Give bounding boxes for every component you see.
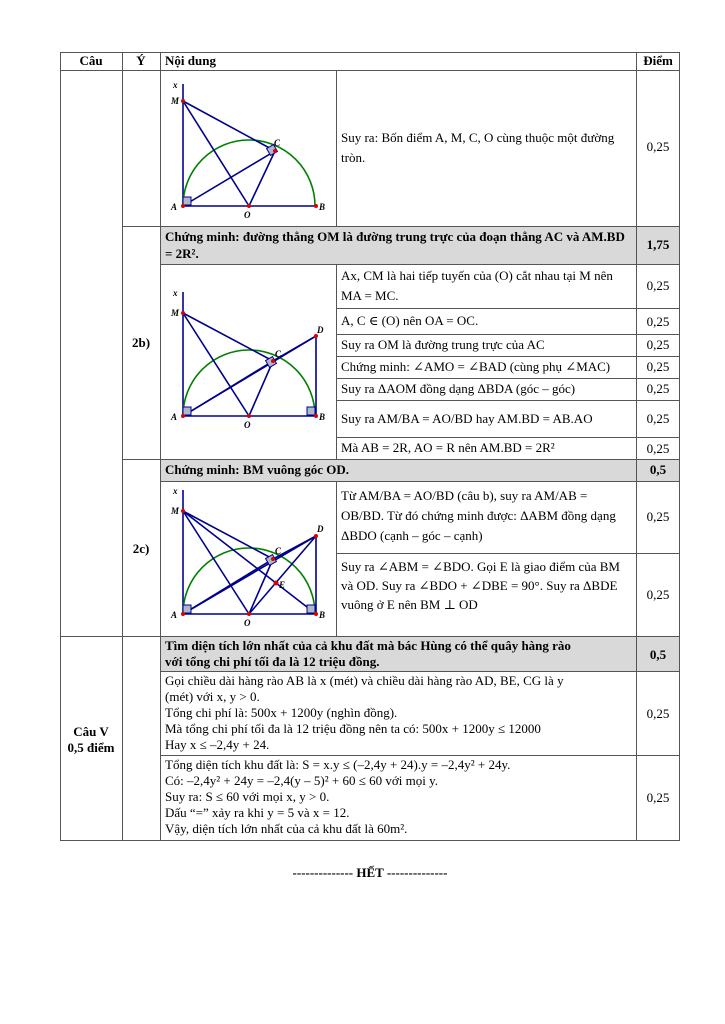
cau-v-block2-line2: Có: –2,4y² + 24y = –2,4(y – 5)² + 60 ≤ 60 với mọi y. [165,773,438,788]
cau-v-block1-line1: Gọi chiều dài hàng rào AB là x (mét) và chiều dài hàng rào AD, BE, CG là y [165,673,564,688]
cau-v-block1-score: 0,25 [646,706,670,721]
label-B: B [319,202,326,212]
label-M: M [171,96,180,106]
part-2b-heading-score: 1,75 [646,237,670,252]
part-2b-step-5: Suy ra ΔAOM đồng dạng ΔBDA (góc – góc) [341,381,576,396]
cau-v-block2-score: 0,25 [646,790,670,805]
part-2b-step-7: Mà AB = 2R, AO = R nên AM.BD = 2R² [341,440,555,455]
label-E: E [279,580,286,590]
part-2b-step-4: Chứng minh: ∠AMO = ∠BAD (cùng phụ ∠MAC) [341,359,611,374]
part-2b-label: 2b) [131,335,151,350]
cau-v-points: 0,5 điểm [67,740,115,755]
part-2b-step-4-score: 0,25 [646,359,670,374]
label-A: A [171,610,178,620]
part-2c-step-1-score: 0,25 [646,509,670,524]
geometry-figure-1 [164,76,334,222]
header-cau: Câu [79,53,103,68]
part-2b-step-6: Suy ra AM/BA = AO/BD hay AM.BD = AB.AO [341,411,593,426]
label-B: B [319,610,326,620]
part-2b-step-6-score: 0,25 [646,411,670,426]
part-2c-heading-score: 0,5 [649,462,667,477]
part-2b-step-1: Ax, CM là hai tiếp tuyến của (O) cắt nhau tại M nên MA = MC. [341,268,613,303]
part-2b-step-5-score: 0,25 [646,381,670,396]
part-2b-step-1-score: 0,25 [646,278,670,293]
label-B: B [319,412,326,422]
cau-v-block1-line5: Hay x ≤ –2,4y + 24. [165,737,270,752]
cau-v-heading-line2: với tổng chi phí tối đa là 12 triệu đồng. [165,654,380,669]
end-marker: -------------- HẾT -------------- [292,865,448,880]
row-a-score: 0,25 [646,139,670,154]
cau-v-heading-score: 0,5 [649,647,667,662]
label-x: x [173,486,178,496]
part-2c-step-1: Từ AM/BA = AO/BD (câu b), suy ra AM/AB = OB/BD. Từ đó chứng minh được: ΔABM đồng dạng ΔBDO (cạnh – góc – cạnh) [341,488,616,543]
cau-v-block2-line3: Suy ra: S ≤ 60 với mọi x, y > 0. [165,789,330,804]
label-O: O [244,618,251,628]
cau-v-heading-line1: Tìm diện tích lớn nhất của cả khu đất mà bác Hùng có thể quây hàng rào [165,638,571,653]
label-x: x [173,288,178,298]
label-O: O [244,420,251,430]
label-M: M [171,506,180,516]
part-2b-step-3-score: 0,25 [646,337,670,352]
label-D: D [317,524,324,534]
part-2b-heading: Chứng minh: đường thẳng OM là đường trung trực của đoạn thẳng AC và AM.BD = 2R². [165,229,625,261]
part-2c-label: 2c) [132,541,150,556]
label-A: A [171,202,178,212]
part-2b-step-2-score: 0,25 [646,314,670,329]
part-2b-step-3: Suy ra OM là đường trung trực của AC [341,337,545,352]
label-M: M [171,308,180,318]
label-D: D [317,325,324,335]
cau-v-block1-line2: (mét) với x, y > 0. [165,689,260,704]
cau-v-block2-line5: Vậy, diện tích lớn nhất của cả khu đất là 60m². [165,821,408,836]
label-A: A [171,412,178,422]
header-diem: Điểm [643,53,673,68]
geometry-figure-2 [164,286,334,436]
label-O: O [244,210,251,220]
header-noi-dung: Nội dung [165,53,216,68]
part-2b-step-2: A, C ∈ (O) nên OA = OC. [341,313,479,328]
part-2c-heading: Chứng minh: BM vuông góc OD. [165,462,350,477]
part-2b-step-7-score: 0,25 [646,441,670,456]
cau-v-block2-line1: Tổng diện tích khu đất là: S = x.y ≤ (–2,4y + 24).y = –2,4y² + 24y. [165,757,511,772]
geometry-figure-3 [164,484,334,634]
label-C: C [275,349,282,359]
header-y: Ý [136,53,146,68]
label-x: x [173,80,178,90]
label-C: C [274,138,281,148]
cau-v-block1-line3: Tổng chi phí là: 500x + 1200y (nghìn đồng). [165,705,398,720]
part-2c-step-2: Suy ra ∠ABM = ∠BDO. Gọi E là giao điểm của BM và OD. Suy ra ∠BDO + ∠DBE = 90°. Suy ra ΔBDE vuông ở E nên BM ⊥ OD [341,559,620,612]
cau-v-block2-line4: Dấu “=” xảy ra khi y = 5 và x = 12. [165,805,350,820]
cau-v-block1-line4: Mà tổng chi phí tối đa là 12 triệu đồng nên ta có: 500x + 1200y ≤ 12000 [165,721,541,736]
label-C: C [275,546,282,556]
part-2c-step-2-score: 0,25 [646,587,670,602]
cau-v-label: Câu V [73,724,109,739]
row-a-text: Suy ra: Bốn điểm A, M, C, O cùng thuộc một đường tròn. [341,130,615,165]
